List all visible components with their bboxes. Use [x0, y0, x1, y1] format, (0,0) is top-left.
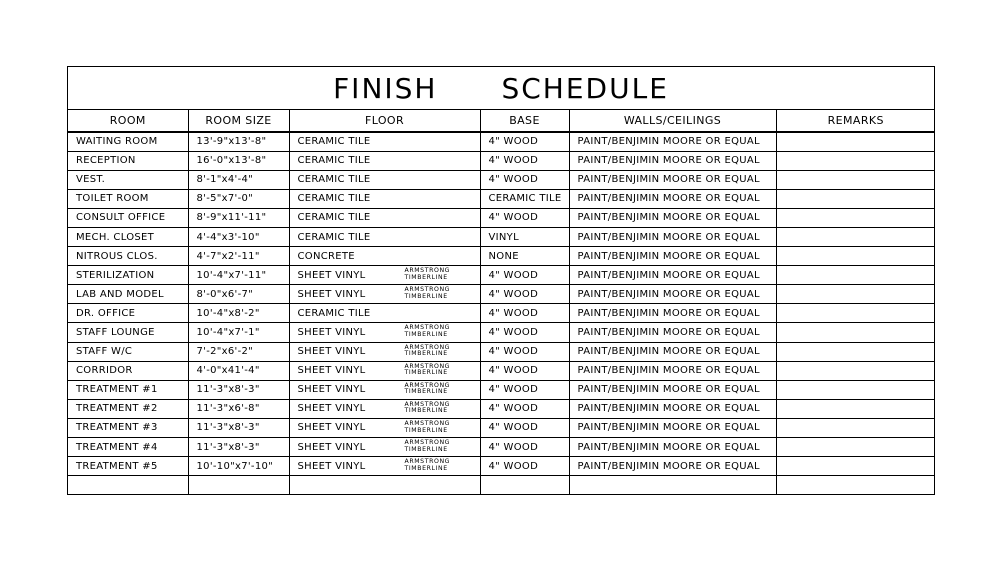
product-line-name: TIMBERLINE: [404, 464, 448, 472]
manufacturer-name: ARMSTRONG: [404, 381, 451, 389]
table-row: [68, 266, 935, 285]
cell-floor: [289, 418, 480, 437]
column-header-remarks: REMARKS: [776, 110, 935, 132]
cell-base: 4" WOOD: [480, 380, 569, 399]
finish-schedule-table-frame: [67, 66, 935, 495]
cell-floor: [289, 457, 480, 476]
manufacturer-name: ARMSTRONG: [404, 362, 451, 370]
cell-walls-ceilings: PAINT/BENJIMIN MOORE OR EQUAL: [569, 189, 776, 208]
cell-room-size: 11'-3"x6'-8": [188, 399, 289, 418]
cell-room: STAFF W/C: [68, 342, 188, 361]
cell-room-size: 11'-3"x8'-3": [188, 438, 289, 457]
manufacturer-name: ARMSTRONG: [404, 286, 451, 294]
cell-floor: [289, 323, 480, 342]
floor-material-label: CERAMIC TILE: [297, 231, 371, 243]
cell-room: CORRIDOR: [68, 361, 188, 380]
cell-room-size: 11'-3"x8'-3": [188, 418, 289, 437]
cell-walls-ceilings: PAINT/BENJIMIN MOORE OR EQUAL: [569, 132, 776, 151]
cell-base: 4" WOOD: [480, 438, 569, 457]
cell-room: STERILIZATION: [68, 266, 188, 285]
table-row: [68, 285, 935, 304]
product-line-name: TIMBERLINE: [404, 331, 448, 339]
cell-remarks: [776, 208, 935, 227]
cell-walls-ceilings: PAINT/BENJIMIN MOORE OR EQUAL: [569, 227, 776, 246]
cell-remarks: [776, 342, 935, 361]
cell-room: STAFF LOUNGE: [68, 323, 188, 342]
schedule-title: [68, 67, 934, 110]
cell-room: TREATMENT #2: [68, 399, 188, 418]
cell-remarks: [776, 266, 935, 285]
cell-walls-ceilings: PAINT/BENJIMIN MOORE OR EQUAL: [569, 247, 776, 266]
cell-room: DR. OFFICE: [68, 304, 188, 323]
floor-material-label: CERAMIC TILE: [297, 174, 371, 186]
cell-walls-ceilings: PAINT/BENJIMIN MOORE OR EQUAL: [569, 151, 776, 170]
manufacturer-name: ARMSTRONG: [404, 324, 451, 332]
product-line-name: TIMBERLINE: [404, 445, 448, 453]
cell-room-size: 8'-1"x4'-4": [188, 170, 289, 189]
manufacturer-note: [405, 421, 451, 434]
cell-walls-ceilings: PAINT/BENJIMIN MOORE OR EQUAL: [569, 457, 776, 476]
manufacturer-note: [405, 345, 451, 358]
cell-floor: [289, 208, 480, 227]
table-row: [68, 457, 935, 476]
cell-remarks: [776, 285, 935, 304]
cell-room-size: 10'-4"x8'-2": [188, 304, 289, 323]
cell-base: NONE: [480, 247, 569, 266]
table-row: [68, 132, 935, 151]
cell-floor: [289, 132, 480, 151]
cell-floor: [289, 476, 480, 495]
cell-room-size: 4'-4"x3'-10": [188, 227, 289, 246]
floor-material-label: CERAMIC TILE: [297, 212, 371, 224]
floor-material-label: SHEET VINYL: [297, 403, 366, 415]
floor-material-label: CERAMIC TILE: [297, 307, 371, 319]
cell-room-size: 8'-0"x6'-7": [188, 285, 289, 304]
manufacturer-note: [405, 383, 451, 396]
cell-remarks: [776, 476, 935, 495]
cell-base: CERAMIC TILE: [480, 189, 569, 208]
cell-room: [68, 476, 188, 495]
cell-base: 4" WOOD: [480, 399, 569, 418]
cell-room-size: 11'-3"x8'-3": [188, 380, 289, 399]
cell-room-size: 10'-10"x7'-10": [188, 457, 289, 476]
manufacturer-name: ARMSTRONG: [404, 439, 451, 446]
finish-schedule-table: [68, 110, 935, 495]
table-row: [68, 438, 935, 457]
floor-material-label: CERAMIC TILE: [297, 155, 371, 167]
table-row: [68, 342, 935, 361]
cell-remarks: [776, 380, 935, 399]
cell-room-size: 8'-9"x11'-11": [188, 208, 289, 227]
manufacturer-name: ARMSTRONG: [404, 458, 451, 466]
column-header-row: [68, 110, 935, 132]
cell-walls-ceilings: PAINT/BENJIMIN MOORE OR EQUAL: [569, 438, 776, 457]
cell-room-size: [188, 476, 289, 495]
product-line-name: TIMBERLINE: [404, 273, 448, 281]
cell-base: VINYL: [480, 227, 569, 246]
table-row: [68, 323, 935, 342]
manufacturer-name: ARMSTRONG: [404, 267, 451, 275]
cell-floor: [289, 285, 480, 304]
cell-room: RECEPTION: [68, 151, 188, 170]
floor-material-label: SHEET VINYL: [297, 326, 366, 338]
cell-room-size: 7'-2"x6'-2": [188, 342, 289, 361]
cell-remarks: [776, 170, 935, 189]
cell-base: 4" WOOD: [480, 361, 569, 380]
cell-room: CONSULT OFFICE: [68, 208, 188, 227]
column-header-walls-ceilings: WALLS/CEILINGS: [569, 110, 776, 132]
cell-base: 4" WOOD: [480, 304, 569, 323]
cell-floor: [289, 189, 480, 208]
table-row: [68, 418, 935, 437]
product-line-name: TIMBERLINE: [404, 407, 448, 415]
manufacturer-note: [405, 364, 451, 377]
cell-room-size: 10'-4"x7'-1": [188, 323, 289, 342]
floor-material-label: SHEET VINYL: [297, 365, 366, 377]
floor-material-label: SHEET VINYL: [297, 346, 366, 358]
cell-remarks: [776, 132, 935, 151]
cell-base: 4" WOOD: [480, 418, 569, 437]
cell-base: 4" WOOD: [480, 151, 569, 170]
cell-walls-ceilings: PAINT/BENJIMIN MOORE OR EQUAL: [569, 285, 776, 304]
cell-room: NITROUS CLOS.: [68, 247, 188, 266]
cell-walls-ceilings: PAINT/BENJIMIN MOORE OR EQUAL: [569, 380, 776, 399]
cell-floor: [289, 151, 480, 170]
table-row: [68, 170, 935, 189]
title-word-schedule: SCHEDULE: [501, 71, 669, 105]
table-row: [68, 380, 935, 399]
cell-floor: [289, 380, 480, 399]
cell-floor: [289, 227, 480, 246]
product-line-name: TIMBERLINE: [404, 426, 448, 434]
cell-room-size: 13'-9"x13'-8": [188, 132, 289, 151]
cell-floor: [289, 399, 480, 418]
cell-room: TREATMENT #3: [68, 418, 188, 437]
cell-remarks: [776, 189, 935, 208]
cell-base: 4" WOOD: [480, 132, 569, 151]
cell-walls-ceilings: PAINT/BENJIMIN MOORE OR EQUAL: [569, 361, 776, 380]
floor-material-label: SHEET VINYL: [297, 422, 366, 434]
cell-walls-ceilings: PAINT/BENJIMIN MOORE OR EQUAL: [569, 170, 776, 189]
cell-walls-ceilings: PAINT/BENJIMIN MOORE OR EQUAL: [569, 418, 776, 437]
table-row: [68, 227, 935, 246]
cell-remarks: [776, 227, 935, 246]
floor-material-label: SHEET VINYL: [297, 460, 366, 472]
table-row: [68, 208, 935, 227]
cell-walls-ceilings: PAINT/BENJIMIN MOORE OR EQUAL: [569, 208, 776, 227]
manufacturer-name: ARMSTRONG: [404, 400, 451, 408]
cell-room: TOILET ROOM: [68, 189, 188, 208]
column-header-room-size: ROOM SIZE: [188, 110, 289, 132]
manufacturer-note: [405, 325, 451, 338]
product-line-name: TIMBERLINE: [404, 388, 448, 396]
cell-room-size: 16'-0"x13'-8": [188, 151, 289, 170]
cell-room: LAB AND MODEL: [68, 285, 188, 304]
column-header-room: ROOM: [68, 110, 188, 132]
cell-remarks: [776, 457, 935, 476]
cell-base: 4" WOOD: [480, 323, 569, 342]
table-row: [68, 361, 935, 380]
cell-floor: [289, 170, 480, 189]
cell-remarks: [776, 399, 935, 418]
table-row: [68, 151, 935, 170]
cell-room: TREATMENT #1: [68, 380, 188, 399]
cell-remarks: [776, 418, 935, 437]
floor-material-label: SHEET VINYL: [297, 269, 366, 281]
table-row: [68, 247, 935, 266]
cell-base: 4" WOOD: [480, 266, 569, 285]
cell-base: 4" WOOD: [480, 208, 569, 227]
cell-remarks: [776, 247, 935, 266]
table-row: [68, 476, 935, 495]
cell-walls-ceilings: PAINT/BENJIMIN MOORE OR EQUAL: [569, 304, 776, 323]
manufacturer-note: [405, 287, 451, 300]
cell-walls-ceilings: PAINT/BENJIMIN MOORE OR EQUAL: [569, 266, 776, 285]
cell-remarks: [776, 323, 935, 342]
product-line-name: TIMBERLINE: [404, 292, 448, 300]
cell-floor: [289, 438, 480, 457]
floor-material-label: SHEET VINYL: [297, 441, 366, 453]
manufacturer-note: [405, 459, 451, 472]
floor-material-label: SHEET VINYL: [297, 288, 366, 300]
cell-room-size: 4'-0"x41'-4": [188, 361, 289, 380]
cell-base: 4" WOOD: [480, 457, 569, 476]
cell-remarks: [776, 438, 935, 457]
column-header-floor: FLOOR: [289, 110, 480, 132]
cell-base: 4" WOOD: [480, 170, 569, 189]
cell-base: [480, 476, 569, 495]
floor-material-label: SHEET VINYL: [297, 384, 366, 396]
cell-walls-ceilings: PAINT/BENJIMIN MOORE OR EQUAL: [569, 399, 776, 418]
cell-remarks: [776, 151, 935, 170]
cell-remarks: [776, 361, 935, 380]
product-line-name: TIMBERLINE: [404, 369, 448, 377]
cell-room: TREATMENT #4: [68, 438, 188, 457]
cell-floor: [289, 247, 480, 266]
title-word-finish: FINISH: [333, 71, 438, 105]
manufacturer-name: ARMSTRONG: [404, 419, 451, 427]
floor-material-label: CERAMIC TILE: [297, 193, 371, 205]
cell-walls-ceilings: PAINT/BENJIMIN MOORE OR EQUAL: [569, 342, 776, 361]
column-header-base: BASE: [480, 110, 569, 132]
cell-remarks: [776, 304, 935, 323]
table-row: [68, 304, 935, 323]
cell-room-size: 4'-7"x2'-11": [188, 247, 289, 266]
table-row: [68, 399, 935, 418]
cell-room-size: 8'-5"x7'-0": [188, 189, 289, 208]
floor-material-label: CONCRETE: [297, 250, 355, 262]
cell-room: VEST.: [68, 170, 188, 189]
cell-walls-ceilings: [569, 476, 776, 495]
cell-room: TREATMENT #5: [68, 457, 188, 476]
cell-room-size: 10'-4"x7'-11": [188, 266, 289, 285]
cell-floor: [289, 361, 480, 380]
cell-floor: [289, 266, 480, 285]
product-line-name: TIMBERLINE: [404, 350, 448, 358]
manufacturer-note: [405, 268, 451, 281]
cell-room: MECH. CLOSET: [68, 227, 188, 246]
manufacturer-note: [405, 402, 451, 415]
cell-base: 4" WOOD: [480, 342, 569, 361]
cell-floor: [289, 304, 480, 323]
manufacturer-note: [405, 440, 451, 453]
floor-material-label: CERAMIC TILE: [297, 136, 371, 148]
table-row: [68, 189, 935, 208]
cell-walls-ceilings: PAINT/BENJIMIN MOORE OR EQUAL: [569, 323, 776, 342]
cell-room: WAITING ROOM: [68, 132, 188, 151]
manufacturer-name: ARMSTRONG: [404, 343, 451, 351]
cell-floor: [289, 342, 480, 361]
cell-base: 4" WOOD: [480, 285, 569, 304]
